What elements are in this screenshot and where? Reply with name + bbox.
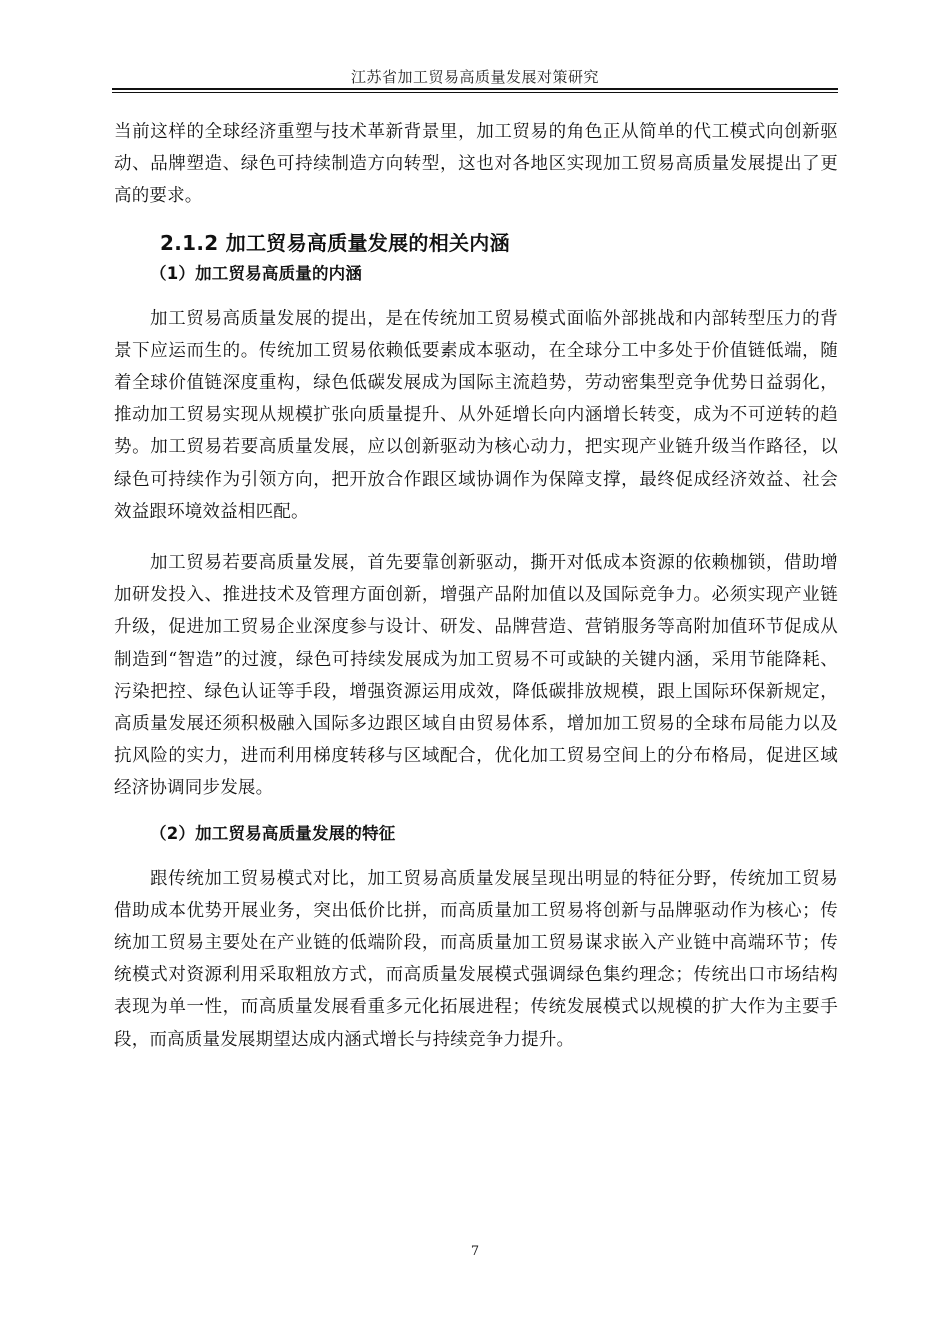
page-content [114,116,838,1056]
spacer [114,805,838,819]
subsection-heading-2: （2）加工贸易高质量发展的特征 [150,823,396,843]
paragraph-2: 加工贸易若要高质量发展，首先要靠创新驱动，撕开对低成本资源的依赖枷锁，借助增加研发投入、推进技术及管理方面创新，增强产品附加值以及国际竞争力。必须实现产业链升级，促进加工贸易企业深度参与设计、研发、品牌营造、营销服务等高附加值环节促成从制造到“智造”的过渡，绿色可持续发展成为加工贸易不可或缺的关键内涵，采用节能降耗、污染把控、绿色认证等手段，增强资源运用成效，降低碳排放规模，跟上国际环保新规定，高质量发展还须积极融入国际多边跟区域自由贸易体系，增加加工贸易的全球布局能力以及抗风险的实力，进而利用梯度转移与区域配合，优化加工贸易空间上的分布格局，促进区域经济协调同步发展。 [114,553,838,799]
spacer [114,849,838,863]
paragraph-1: 加工贸易高质量发展的提出，是在传统加工贸易模式面临外部挑战和内部转型压力的背景下应运而生的。传统加工贸易依赖低要素成本驱动，在全球分工中多处于价值链低端，随着全球价值链深度重构，绿色低碳发展成为国际主流趋势，劳动密集型竞争优势日益弱化，推动加工贸易实现从规模扩张向质量提升、从外延增长向内涵增长转变，成为不可逆转的趋势。加工贸易若要高质量发展，应以创新驱动为核心动力，把实现产业链升级当作路径，以绿色可持续作为引领方向，把开放合作跟区域协调作为保障支撑，最终促成经济效益、社会效益跟环境效益相匹配。 [114,308,838,522]
spacer [114,289,838,303]
header-rule-thick [112,88,838,90]
running-header: 江苏省加工贸易高质量发展对策研究 [350,68,599,86]
spacer [114,528,838,547]
subsection-heading-1: （1）加工贸易高质量的内涵 [150,263,363,283]
page-number: 7 [470,1244,480,1259]
intro-paragraph: 当前这样的全球经济重塑与技术革新背景里，加工贸易的角色正从简单的代工模式向创新驱动、品牌塑造、绿色可持续制造方向转型，这也对各地区实现加工贸易高质量发展提出了更高的要求。 [114,122,838,207]
paragraph-3: 跟传统加工贸易模式对比，加工贸易高质量发展呈现出明显的特征分野，传统加工贸易借助成本优势开展业务，突出低价比拼，而高质量加工贸易将创新与品牌驱动作为核心；传统加工贸易主要处在产业链的低端阶段，而高质量加工贸易谋求嵌入产业链中高端环节；传统模式对资源利用采取粗放方式，而高质量发展模式强调绿色集约理念；传统出口市场结构表现为单一性，而高质量发展看重多元化拓展进程；传统发展模式以规模的扩大作为主要手段，而高质量发展期望达成内涵式增长与持续竞争力提升。 [114,868,838,1050]
spacer [114,213,838,227]
header-rule-thin [112,92,838,93]
section-heading: 2.1.2 加工贸易高质量发展的相关内涵 [160,230,510,255]
